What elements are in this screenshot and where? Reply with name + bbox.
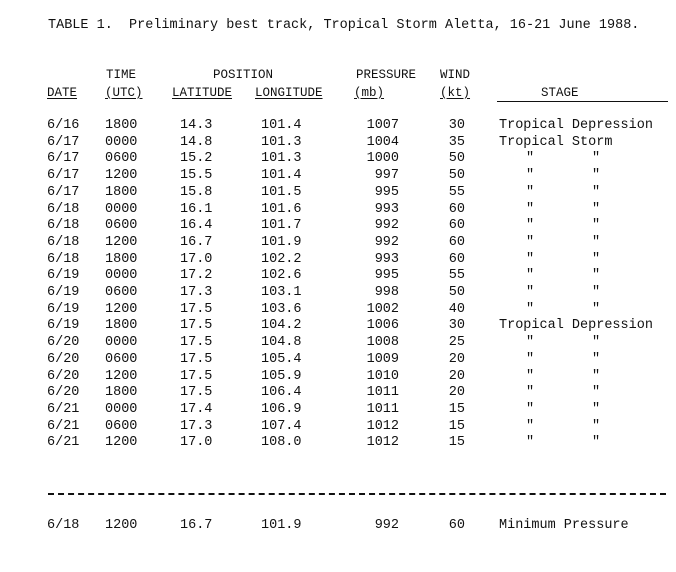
header-time: TIME [106,68,137,82]
table-row [0,318,676,335]
cell-date: 6/20 [47,335,80,351]
cell-wind: 30 [448,318,465,334]
cell-wind: 50 [448,285,465,300]
header-longitude: LONGITUDE [255,86,323,100]
cell-date: 6/19 [47,301,80,317]
cell-latitude: 16.4 [180,218,213,234]
cell-longitude: 101.7 [261,218,302,234]
table-row [0,135,676,152]
cell-latitude: 16.1 [180,201,213,217]
ditto-mark: " [592,351,601,367]
cell-longitude: 102.2 [261,251,302,267]
cell-wind: 60 [448,234,465,250]
cell-wind: 20 [448,351,465,367]
cell-date: 6/19 [47,285,80,300]
ditto-mark: " [526,268,535,284]
ditto-mark: " [526,168,535,184]
cell-time: 1200 [105,368,138,384]
cell-longitude: 101.9 [261,234,302,250]
header-latitude: LATITUDE [172,86,233,100]
ditto-mark: " [526,218,535,234]
cell-wind: 60 [448,251,465,267]
cell-stage: Tropical Depression [499,318,653,334]
header-wind: WIND [440,68,471,82]
cell-time: 1800 [105,184,138,200]
cell-time: 0600 [105,218,138,234]
minimum-pressure-row [0,518,676,535]
ditto-mark: " [592,251,601,267]
cell-longitude: 106.4 [261,385,302,401]
header-stage: STAGE [541,86,579,100]
ditto-mark: " [592,418,601,434]
cell-pressure: 995 [374,268,399,284]
cell-latitude: 17.5 [180,351,213,367]
ditto-mark: " [592,368,601,384]
cell-pressure: 1011 [366,385,399,401]
ditto-mark: " [592,268,601,284]
cell-date: 6/18 [47,218,80,234]
cell-latitude: 17.5 [180,335,213,351]
cell-longitude: 104.2 [261,318,302,334]
cell-pressure: 1006 [366,318,399,334]
cell-latitude: 17.5 [180,301,213,317]
cell-time: 1800 [105,118,138,133]
ditto-mark: " [592,335,601,351]
cell-date: 6/16 [47,118,80,133]
ditto-mark: " [526,385,535,401]
cell-latitude: 17.0 [180,251,213,267]
stage-underline [497,101,668,102]
cell-time: 0600 [105,351,138,367]
cell-longitude: 101.3 [261,151,302,167]
ditto-mark: " [526,151,535,167]
ditto-mark: " [526,368,535,384]
table-row [0,202,676,219]
cell-longitude: 105.9 [261,368,302,384]
cell-pressure: 992 [374,218,399,234]
cell-date: 6/17 [47,134,80,150]
cell-pressure: 993 [374,251,399,267]
cell-date: 6/17 [47,168,80,184]
ditto-mark: " [526,234,535,250]
cell-time: 0000 [105,335,138,351]
ditto-mark: " [526,335,535,351]
ditto-mark: " [592,184,601,200]
cell-pressure: 1008 [366,335,399,351]
ditto-mark: " [592,218,601,234]
cell-pressure: 1010 [366,368,399,384]
cell-time: 0000 [105,134,138,150]
table-row [0,252,676,269]
table-row [0,185,676,202]
cell-latitude: 17.4 [180,401,213,417]
ditto-mark: " [592,234,601,250]
cell-pressure: 1009 [366,351,399,367]
cell-pressure: 998 [374,285,399,300]
table-row [0,435,676,452]
ditto-mark: " [592,385,601,401]
cell-time: 0000 [105,401,138,417]
table-row [0,151,676,168]
cell-latitude: 17.2 [180,268,213,284]
dashed-separator [48,493,666,495]
cell-wind: 15 [448,401,465,417]
cell-date: 6/20 [47,385,80,401]
ditto-mark: " [592,285,601,300]
cell-latitude: 17.3 [180,285,213,300]
cell-time: 0000 [105,201,138,217]
cell-wind: 40 [448,301,465,317]
cell-time: 1800 [105,251,138,267]
cell-date: 6/19 [47,268,80,284]
cell-longitude: 101.5 [261,184,302,200]
header-pressure-unit: (mb) [354,86,385,100]
table-row [0,285,676,302]
table-title: TABLE 1. Preliminary best track, Tropical Storm Aletta, 16-21 June 1988. [48,18,640,33]
cell-pressure: 1000 [366,151,399,167]
cell-time: 0600 [105,151,138,167]
cell-wind: 50 [448,151,465,167]
cell-date: 6/18 [47,234,80,250]
cell-wind: 15 [448,418,465,434]
ditto-mark: " [592,168,601,184]
cell-longitude: 103.6 [261,301,302,317]
header-pressure: PRESSURE [356,68,417,82]
cell-time: 1200 [105,234,138,250]
cell-pressure: 1012 [366,435,399,451]
cell-stage: Tropical Storm [499,134,613,150]
table-row [0,402,676,419]
cell-pressure: 993 [374,201,399,217]
table-row [0,369,676,386]
table-row [0,168,676,185]
table-row [0,118,676,135]
cell-time: 1800 [105,318,138,334]
cell-date: 6/21 [47,401,80,417]
cell-wind: 60 [448,218,465,234]
header-position: POSITION [213,68,274,82]
cell-time: 1200 [105,168,138,184]
ditto-mark: " [592,201,601,217]
cell-latitude: 17.5 [180,318,213,334]
cell-latitude: 14.3 [180,118,213,133]
cell-longitude: 106.9 [261,401,302,417]
cell-date: 6/21 [47,418,80,434]
ditto-mark: " [526,435,535,451]
cell-pressure: 1011 [366,401,399,417]
ditto-mark: " [592,301,601,317]
cell-date: 6/18 [47,201,80,217]
cell-time: 0000 [105,268,138,284]
ditto-mark: " [592,151,601,167]
cell-longitude: 107.4 [261,418,302,434]
cell-date: 6/20 [47,368,80,384]
cell-pressure: 992 [374,518,399,533]
cell-time: 1200 [105,301,138,317]
cell-longitude: 102.6 [261,268,302,284]
cell-latitude: 15.5 [180,168,213,184]
cell-time: 0600 [105,285,138,300]
ditto-mark: " [526,418,535,434]
cell-latitude: 14.8 [180,134,213,150]
ditto-mark: " [526,401,535,417]
cell-latitude: 16.7 [180,518,213,533]
cell-wind: 55 [448,184,465,200]
cell-latitude: 15.8 [180,184,213,200]
cell-date: 6/17 [47,151,80,167]
header-time-unit: (UTC) [105,86,143,100]
cell-stage: Minimum Pressure [499,518,629,533]
ditto-mark: " [526,184,535,200]
cell-wind: 35 [448,134,465,150]
cell-longitude: 108.0 [261,435,302,451]
cell-longitude: 101.4 [261,168,302,184]
ditto-mark: " [592,435,601,451]
cell-wind: 30 [448,118,465,133]
header-wind-unit: (kt) [440,86,471,100]
cell-time: 1200 [105,518,138,533]
table-row [0,419,676,436]
cell-longitude: 101.6 [261,201,302,217]
ditto-mark: " [526,301,535,317]
ditto-mark: " [526,351,535,367]
ditto-mark: " [526,251,535,267]
cell-longitude: 103.1 [261,285,302,300]
cell-time: 1200 [105,435,138,451]
cell-wind: 20 [448,385,465,401]
cell-pressure: 1012 [366,418,399,434]
cell-date: 6/20 [47,351,80,367]
cell-latitude: 17.5 [180,385,213,401]
cell-latitude: 17.0 [180,435,213,451]
cell-pressure: 1002 [366,301,399,317]
cell-wind: 60 [448,201,465,217]
ditto-mark: " [592,401,601,417]
table-row [0,302,676,319]
table-row [0,385,676,402]
cell-pressure: 1004 [366,134,399,150]
cell-date: 6/17 [47,184,80,200]
cell-wind: 15 [448,435,465,451]
cell-latitude: 17.3 [180,418,213,434]
cell-date: 6/18 [47,518,80,533]
table-row [0,268,676,285]
table-row [0,335,676,352]
cell-pressure: 995 [374,184,399,200]
cell-longitude: 104.8 [261,335,302,351]
cell-date: 6/19 [47,318,80,334]
cell-wind: 20 [448,368,465,384]
cell-longitude: 101.4 [261,118,302,133]
cell-wind: 55 [448,268,465,284]
table-row [0,218,676,235]
cell-longitude: 101.3 [261,134,302,150]
cell-latitude: 17.5 [180,368,213,384]
ditto-mark: " [526,285,535,300]
table-row [0,235,676,252]
ditto-mark: " [526,201,535,217]
cell-wind: 60 [448,518,465,533]
cell-date: 6/18 [47,251,80,267]
cell-pressure: 997 [374,168,399,184]
header-date: DATE [47,86,78,100]
table-row [0,352,676,369]
cell-longitude: 101.9 [261,518,302,533]
cell-latitude: 16.7 [180,234,213,250]
cell-stage: Tropical Depression [499,118,653,133]
cell-date: 6/21 [47,435,80,451]
cell-time: 1800 [105,385,138,401]
cell-wind: 25 [448,335,465,351]
cell-wind: 50 [448,168,465,184]
cell-longitude: 105.4 [261,351,302,367]
cell-pressure: 992 [374,234,399,250]
cell-latitude: 15.2 [180,151,213,167]
cell-time: 0600 [105,418,138,434]
cell-pressure: 1007 [366,118,399,133]
